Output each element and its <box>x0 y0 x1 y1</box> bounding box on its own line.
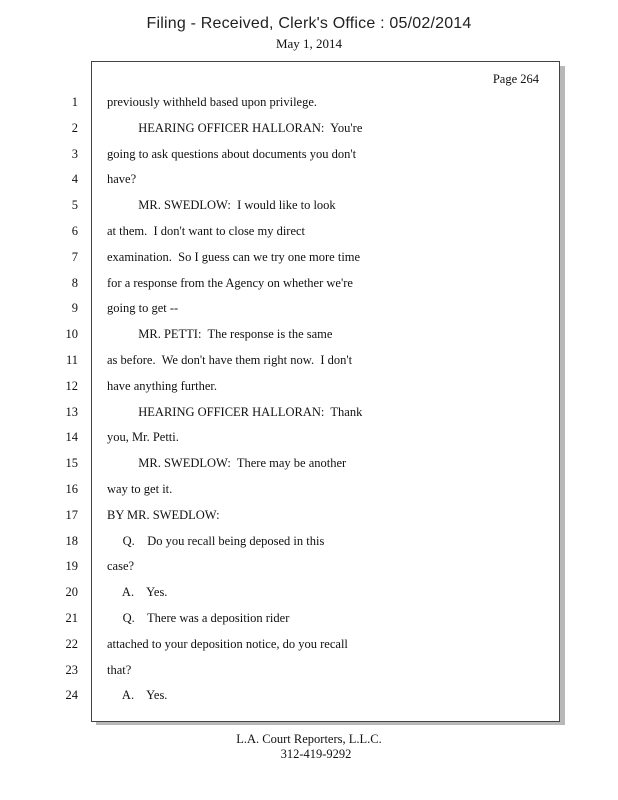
line-text: for a response from the Agency on whether we're <box>107 275 353 290</box>
transcript-line <box>0 273 618 293</box>
line-number: 6 <box>71 224 78 238</box>
transcript-line <box>0 556 618 576</box>
transcript-line <box>0 376 618 396</box>
line-text: way to get it. <box>107 482 173 496</box>
line-text: previously withheld based upon privilege. <box>107 95 318 109</box>
transcript-line <box>0 350 618 370</box>
transcript-line <box>0 402 618 422</box>
line-number: 7 <box>71 249 78 264</box>
line-text: going to get -- <box>107 301 179 316</box>
transcript-line <box>0 582 618 602</box>
transcript-date: May 1, 2014 <box>275 36 343 51</box>
line-number: 24 <box>65 688 78 703</box>
line-text: MR. SWEDLOW: I would like to look <box>107 198 336 213</box>
transcript-line <box>0 324 618 344</box>
line-text: have anything further. <box>107 378 218 393</box>
transcript-line <box>0 247 618 267</box>
line-text: A. Yes. <box>107 585 168 600</box>
line-text: have? <box>107 172 137 187</box>
filing-stamp: Filing - Received, Clerk's Office : 05/02/2014 <box>146 15 472 32</box>
line-number: 3 <box>71 146 78 161</box>
page-number: Page 264 <box>492 72 539 86</box>
line-text: examination. So I guess can we try one more time <box>107 249 361 264</box>
line-number: 2 <box>71 120 78 135</box>
line-text: going to ask questions about documents you don't <box>107 146 357 161</box>
line-number: 11 <box>65 353 78 367</box>
line-number: 10 <box>65 327 78 342</box>
line-number: 14 <box>65 430 78 445</box>
transcript-line <box>0 685 618 705</box>
transcript-line <box>0 144 618 164</box>
line-number: 8 <box>71 275 78 290</box>
line-text: that? <box>107 662 132 677</box>
line-number: 15 <box>65 456 78 471</box>
line-text: as before. We don't have them right now. I don't <box>107 353 353 367</box>
transcript-line <box>0 427 618 447</box>
reporter-company: L.A. Court Reporters, L.L.C. <box>236 732 382 746</box>
line-text: attached to your deposition notice, do you recall <box>107 636 348 651</box>
line-number: 17 <box>65 507 78 522</box>
transcript-line <box>0 660 618 680</box>
transcript-line <box>0 531 618 551</box>
line-number: 13 <box>65 404 78 419</box>
transcript-line <box>0 453 618 473</box>
reporter-phone: 312-419-9292 <box>280 747 352 761</box>
line-number: 5 <box>71 198 78 213</box>
transcript-line <box>0 92 618 112</box>
line-text: Q. Do you recall being deposed in this <box>107 533 325 548</box>
line-number: 16 <box>65 482 78 496</box>
line-text: Q. There was a deposition rider <box>107 611 290 625</box>
line-number: 9 <box>71 301 78 316</box>
transcript-line <box>0 118 618 138</box>
transcript-line <box>0 195 618 215</box>
transcript-line <box>0 169 618 189</box>
line-number: 21 <box>65 611 78 625</box>
transcript-line <box>0 608 618 628</box>
line-number: 20 <box>65 585 78 600</box>
line-number: 19 <box>65 559 78 574</box>
transcript-line <box>0 634 618 654</box>
line-text: HEARING OFFICER HALLORAN: Thank <box>107 404 363 419</box>
line-text: HEARING OFFICER HALLORAN: You're <box>107 120 363 135</box>
line-number: 23 <box>65 662 78 677</box>
line-text: MR. PETTI: The response is the same <box>107 327 333 342</box>
line-text: BY MR. SWEDLOW: <box>107 507 220 522</box>
transcript-line <box>0 221 618 241</box>
transcript-line <box>0 505 618 525</box>
line-text: A. Yes. <box>107 688 168 703</box>
line-number: 18 <box>65 533 78 548</box>
line-number: 12 <box>65 378 78 393</box>
line-number: 1 <box>71 95 78 109</box>
line-text: MR. SWEDLOW: There may be another <box>107 456 347 471</box>
line-text: you, Mr. Petti. <box>107 430 179 445</box>
transcript-line <box>0 479 618 499</box>
line-number: 4 <box>71 172 78 187</box>
transcript-line <box>0 298 618 318</box>
line-text: at them. I don't want to close my direct <box>107 224 306 238</box>
line-text: case? <box>107 559 135 574</box>
line-number: 22 <box>65 636 78 651</box>
